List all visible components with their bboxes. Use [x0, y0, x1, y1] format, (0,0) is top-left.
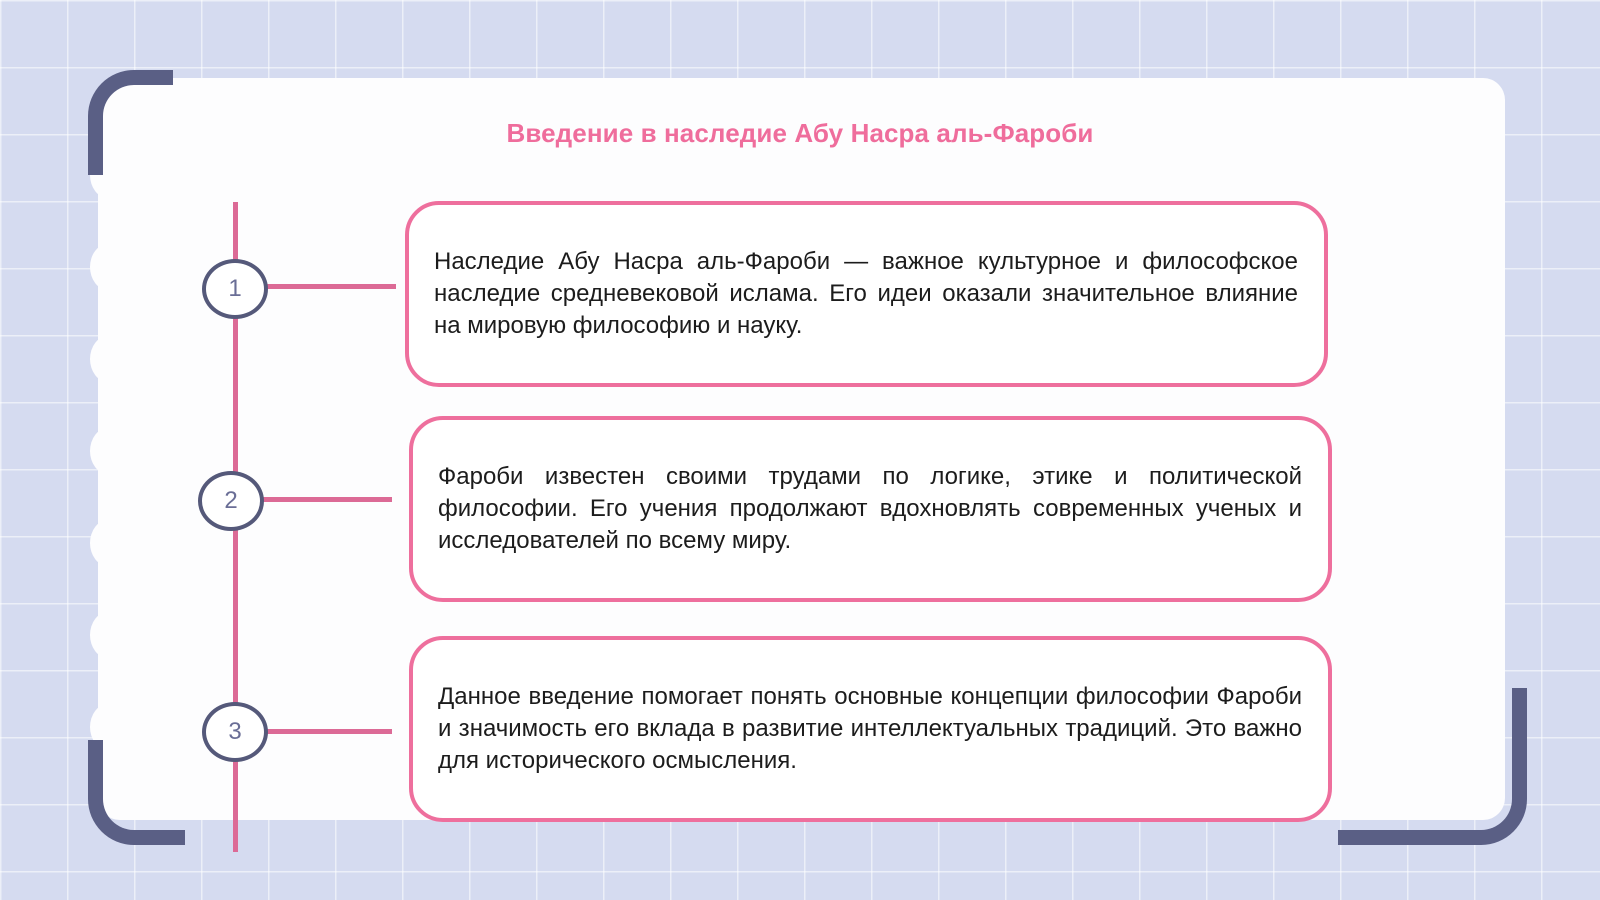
- content-card-1: [405, 201, 1328, 387]
- content-card-2: [409, 416, 1332, 602]
- card-text-3: Данное введение помогает понять основные концепции философии Фароби и значимость его вклада в развитие интеллектуальных традиций. Это важно для исторического осмысления.: [438, 683, 1302, 774]
- notebook-scallop: [90, 244, 126, 290]
- slide-title: Введение в наследие Абу Насра аль-Фароби: [506, 118, 1094, 148]
- timeline-connector-3: [266, 729, 392, 734]
- step-number-1: 1: [202, 259, 268, 319]
- timeline-connector-1: [266, 284, 396, 289]
- card-text-2: Фароби известен своими трудами по логике, этике и политической философии. Его учения продолжают вдохновлять современных ученых и исследователей по всему миру.: [438, 463, 1302, 554]
- notebook-scallop: [90, 336, 126, 382]
- notebook-scallop: [90, 428, 126, 474]
- notebook-scallop: [90, 520, 126, 566]
- step-number-3: 3: [202, 702, 268, 762]
- content-card-3: [409, 636, 1332, 822]
- step-number-2: 2: [198, 471, 264, 531]
- frame-corner-top-left: [88, 70, 173, 175]
- timeline-connector-2: [262, 497, 392, 502]
- card-text-1: Наследие Абу Насра аль-Фароби — важное культурное и философское наследие средневековой ислама. Его идеи оказали значительное влияние на мировую философию и науку.: [434, 248, 1298, 339]
- frame-corner-bottom-right: [1338, 688, 1527, 845]
- frame-corner-bottom-left: [88, 740, 185, 845]
- notebook-scallop: [90, 612, 126, 658]
